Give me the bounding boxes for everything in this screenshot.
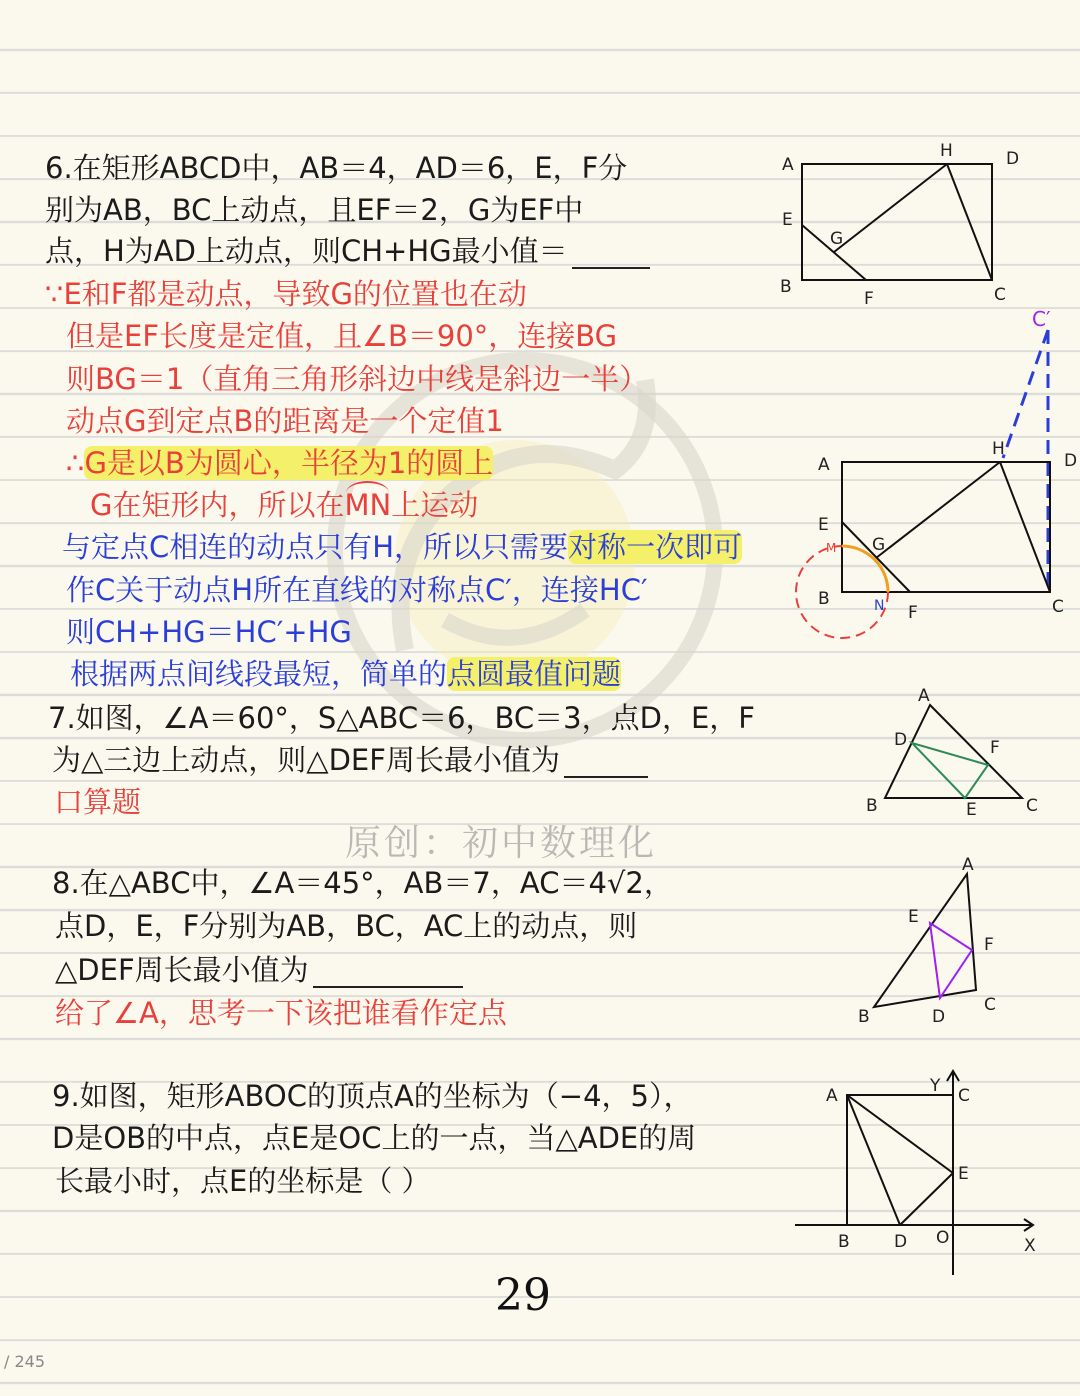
label-A: A (782, 155, 794, 175)
q6-solution-10 (70, 656, 621, 692)
highlight-text: 对称一次即可 (568, 530, 743, 564)
label-E: E (782, 210, 793, 230)
q6-solution-9: 则CH+HG＝HC′+HG (66, 615, 352, 649)
q6-line3 (45, 233, 650, 269)
label-E: E (818, 515, 829, 535)
q6-solution-7 (62, 529, 742, 565)
highlight-text: 点圆最值问题 (447, 657, 622, 691)
label-D: D (1006, 149, 1020, 169)
q6-solution-6 (90, 487, 478, 523)
q6-figure-2 (790, 300, 1080, 650)
highlight-text: G是以B为圆心，半径为1的圆上 (84, 446, 494, 480)
sol10-text: 根据两点间线段最短，简单的 (70, 657, 448, 691)
label-G: G (872, 535, 886, 555)
q6-solution-5 (66, 445, 493, 481)
q7-line2 (52, 742, 648, 778)
label-B: B (838, 1232, 850, 1252)
q6-line3-text: 点，H为AD上动点，则CH+HG最小值＝ (45, 234, 568, 268)
label-A: A (818, 455, 830, 475)
label-D: D (1064, 451, 1078, 471)
q6-solution-1: ∵E和F都是动点，导致G的位置也在动 (45, 277, 527, 311)
label-F: F (908, 603, 918, 623)
label-E: E (966, 800, 977, 820)
label-E: E (908, 907, 919, 927)
q9-line1: 9.如图，矩形ABOC的顶点A的坐标为（−4，5）， (52, 1079, 693, 1113)
q6-solution-2: 但是EF长度是定值，且∠B＝90°，连接BG (66, 319, 618, 353)
sol6-text-b: 上运动 (391, 488, 479, 522)
page-count: / 245 (4, 1352, 46, 1371)
label-A: A (918, 686, 930, 706)
q8-line2: 点D，E，F分别为AB，BC，AC上的动点，则 (55, 909, 638, 943)
label-H: H (992, 439, 1005, 459)
answer-blank (572, 243, 650, 269)
label-B: B (866, 796, 878, 816)
label-F: F (990, 738, 1000, 758)
label-A: A (962, 855, 974, 875)
label-C: C (1052, 597, 1064, 617)
label-C: C (994, 285, 1006, 305)
answer-blank (313, 962, 463, 988)
label-D: D (894, 1232, 908, 1252)
arc-mn: MN (344, 488, 392, 522)
q6-figure-1 (770, 140, 1030, 310)
answer-blank (564, 752, 648, 778)
label-M: M (826, 541, 837, 555)
label-B: B (858, 1007, 870, 1027)
label-G: G (830, 229, 844, 249)
q9-line3: 长最小时，点E的坐标是（ ） (55, 1164, 431, 1198)
label-Y: Y (930, 1076, 941, 1096)
q7-figure (860, 685, 1060, 820)
label-D: D (894, 730, 908, 750)
label-B: B (818, 589, 830, 609)
q8-line3 (55, 952, 463, 988)
page-number: 29 (495, 1270, 551, 1321)
label-C: C (1026, 796, 1038, 816)
q6-line2: 别为AB，BC上动点，且EF＝2，G为EF中 (45, 193, 584, 227)
watermark-text: 原创：初中数理化 (345, 823, 658, 864)
sol6-text-a: G在矩形内，所以在 (90, 488, 345, 522)
q8-figure (850, 850, 1050, 1030)
label-B: B (780, 277, 792, 297)
q6-solution-3: 则BG＝1（直角三角形斜边中线是斜边一半） (66, 362, 649, 396)
sol7-text: 与定点C相连的动点只有H，所以只需要 (62, 530, 569, 564)
q7-line2-text: 为△三边上动点，则△DEF周长最小值为 (52, 743, 560, 777)
q6-solution-4: 动点G到定点B的距离是一个定值1 (66, 404, 504, 438)
q7-note: 口算题 (54, 785, 142, 819)
label-C-prime: C′ (1032, 307, 1051, 331)
q6-line1: 6.在矩形ABCD中，AB＝4，AD＝6，E，F分 (45, 151, 628, 185)
label-C: C (984, 995, 996, 1015)
label-H: H (940, 141, 953, 161)
q9-line2: D是OB的中点，点E是OC上的一点，当△ADE的周 (52, 1121, 697, 1155)
therefore-symbol: ∴ (66, 446, 85, 480)
label-X: X (1024, 1236, 1036, 1256)
q8-note: 给了∠A，思考一下该把谁看作定点 (55, 996, 507, 1030)
label-E: E (958, 1164, 969, 1184)
q9-figure (790, 1065, 1050, 1280)
label-A: A (826, 1086, 838, 1106)
q8-line3-text: △DEF周长最小值为 (55, 953, 309, 987)
label-D: D (932, 1007, 946, 1027)
label-O: O (936, 1228, 950, 1248)
q7-line1: 7.如图，∠A＝60°，S△ABC＝6，BC＝3，点D，E，F (48, 701, 755, 735)
label-N: N (874, 598, 885, 614)
label-F: F (984, 935, 994, 955)
q8-line1: 8.在△ABC中，∠A＝45°，AB＝7，AC＝4√2， (52, 866, 673, 900)
label-C: C (958, 1086, 970, 1106)
q6-solution-8: 作C关于动点H所在直线的对称点C′，连接HC′ (66, 573, 648, 607)
label-F: F (864, 289, 874, 309)
